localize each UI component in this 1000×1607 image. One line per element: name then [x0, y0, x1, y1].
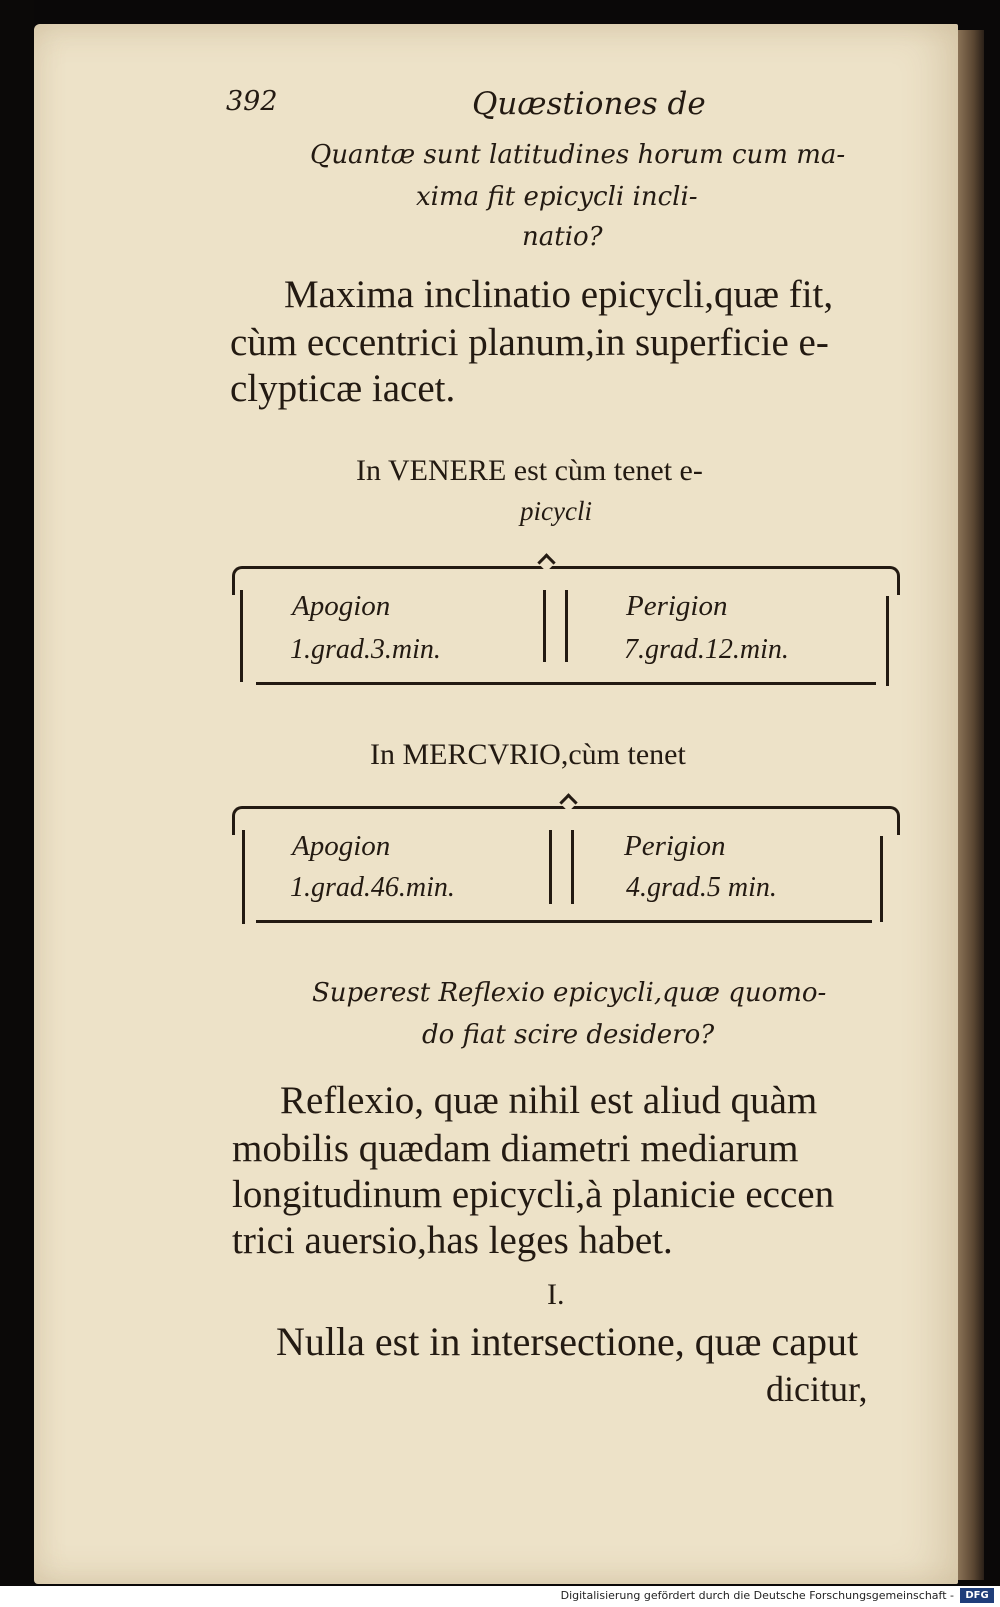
rule-line-1: Nulla est in intersectione, quæ caput	[276, 1319, 859, 1364]
venus-apogion-value: 1.grad.3.min.	[290, 634, 441, 665]
venus-left-border	[240, 590, 243, 682]
venus-apogion-label: Apogion	[292, 590, 391, 622]
reflexio-line-2: mobilis quædam diametri mediarum	[232, 1127, 799, 1170]
venus-bottom-rule	[256, 682, 876, 685]
reflexio-line-4: trici auersio,has leges habet.	[232, 1219, 673, 1262]
question2-line-2: do fiat scire desidero?	[422, 1020, 715, 1050]
venus-divider-a	[543, 590, 546, 662]
mercury-heading: In MERCVRIO,cùm tenet	[370, 738, 686, 771]
venus-heading-line-2: picycli	[520, 496, 592, 526]
footer-credit: Digitalisierung gefördert durch die Deutsche Forschungsgemeinschaft -	[560, 1589, 954, 1602]
page-number: 392	[226, 86, 278, 117]
question-line-3: natio?	[522, 222, 603, 252]
rule-numeral: I.	[547, 1278, 565, 1311]
mercury-right-border	[880, 836, 883, 922]
reflexio-line-3: longitudinum epicycli,à planicie eccen	[232, 1173, 835, 1216]
dfg-logo: DFG	[960, 1588, 994, 1603]
running-title: Quæstiones de	[472, 86, 706, 122]
mercury-divider-a	[549, 830, 552, 904]
mercury-left-border	[242, 830, 245, 924]
page-edge	[958, 30, 984, 1580]
venus-heading-line-1: In VENERE est cùm tenet e-	[356, 454, 703, 487]
scan-background	[0, 0, 34, 1600]
answer-line-3: clypticæ iacet.	[230, 367, 456, 410]
mercury-perigion-label: Perigion	[624, 830, 726, 862]
question-line-2: xima fit epicycli incli-	[416, 182, 698, 212]
mercury-bottom-rule	[256, 920, 872, 923]
mercury-divider-b	[571, 830, 574, 904]
venus-perigion-value: 7.grad.12.min.	[624, 634, 789, 665]
rule-line-2: dicitur,	[766, 1369, 868, 1409]
answer-line-1: Maxima inclinatio epicycli,quæ fit,	[284, 273, 834, 316]
question-line-1: Quantæ sunt latitudines horum cum ma-	[310, 140, 846, 170]
answer-line-2: cùm eccentrici planum,in superficie e-	[230, 321, 829, 364]
venus-divider-b	[565, 590, 568, 662]
reflexio-line-1: Reflexio, quæ nihil est aliud quàm	[280, 1079, 818, 1122]
mercury-apogion-value: 1.grad.46.min.	[290, 872, 455, 903]
question2-line-1: Superest Reflexio epicycli,quæ quomo-	[312, 978, 827, 1008]
mercury-perigion-value: 4.grad.5 min.	[626, 872, 777, 903]
mercury-apogion-label: Apogion	[292, 830, 391, 862]
venus-perigion-label: Perigion	[626, 590, 728, 622]
venus-right-border	[886, 596, 889, 686]
